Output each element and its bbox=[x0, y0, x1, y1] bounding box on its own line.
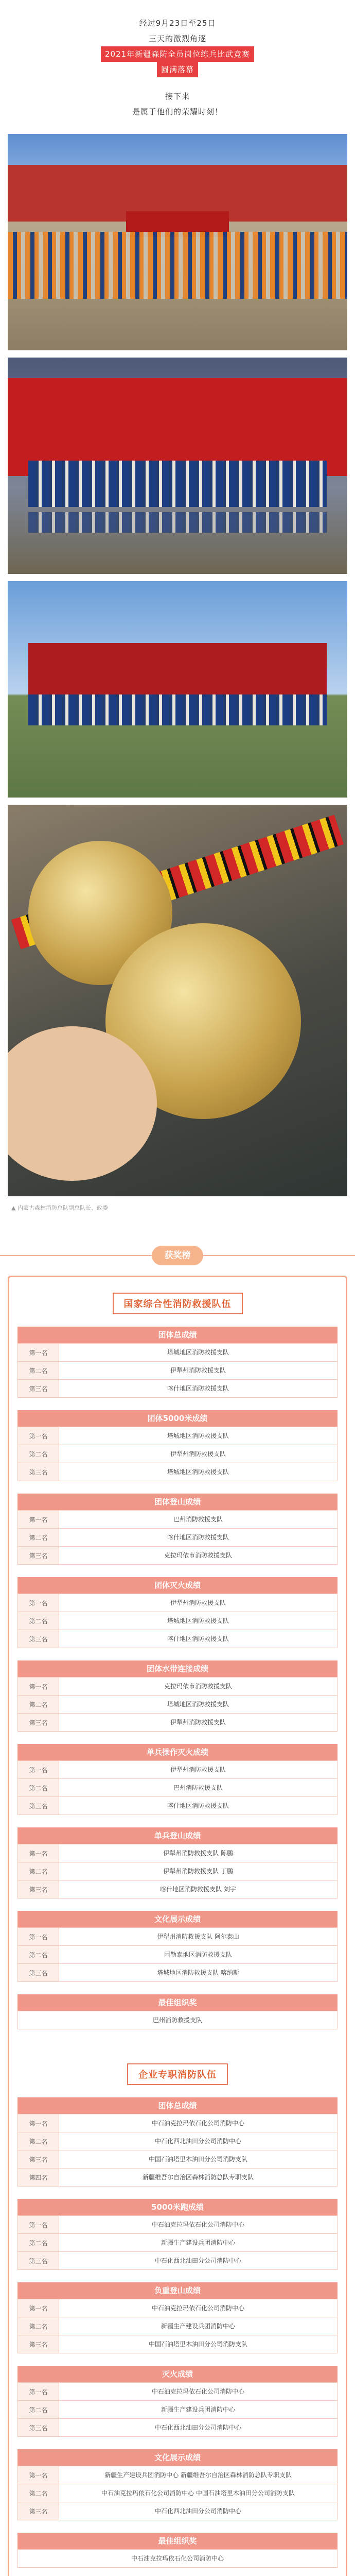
rank-cell: 第三名 bbox=[18, 1714, 59, 1732]
award-table bbox=[17, 2114, 338, 2187]
award-category bbox=[17, 1660, 338, 1732]
winner-cell: 中石化西北油田分公司消防中心 bbox=[59, 2502, 338, 2520]
rank-cell: 第三名 bbox=[18, 1547, 59, 1565]
award-category-title: 最佳组织奖 bbox=[17, 1994, 338, 2011]
award-category bbox=[17, 2449, 338, 2520]
table-row bbox=[18, 1797, 338, 1815]
awards-header-tag: 获奖榜 bbox=[152, 1246, 203, 1265]
rank-cell: 第二名 bbox=[18, 1779, 59, 1797]
rank-cell: 第三名 bbox=[18, 2252, 59, 2270]
winner-cell: 喀什地区消防救援支队 bbox=[59, 1529, 338, 1547]
rank-cell: 第一名 bbox=[18, 1344, 59, 1362]
table-row bbox=[18, 2011, 338, 2029]
rank-cell: 第二名 bbox=[18, 2132, 59, 2150]
photo-assembly bbox=[8, 134, 347, 350]
table-row bbox=[18, 2132, 338, 2150]
table-row bbox=[18, 1547, 338, 1565]
winner-cell: 塔城地区消防救援支队 bbox=[59, 1344, 338, 1362]
intro-text bbox=[0, 0, 355, 120]
award-winners-row bbox=[28, 461, 327, 507]
table-row bbox=[18, 1964, 338, 1982]
winner-cell: 中石油克拉玛依石化公司消防中心 bbox=[59, 2114, 338, 2132]
award-category bbox=[17, 2097, 338, 2187]
rank-cell: 第一名 bbox=[18, 1844, 59, 1862]
table-row bbox=[18, 2484, 338, 2502]
section-national bbox=[9, 1327, 346, 2029]
table-row bbox=[18, 1946, 338, 1964]
photo-stage-outdoor bbox=[8, 581, 347, 798]
rank-cell: 第三名 bbox=[18, 2502, 59, 2520]
award-category-title: 最佳组织奖 bbox=[17, 2533, 338, 2549]
winner-cell: 伊犁州消防救援支队 丁鹏 bbox=[59, 1862, 338, 1880]
awards-frame bbox=[8, 1276, 347, 2576]
photo-medals bbox=[8, 805, 347, 1196]
table-row bbox=[18, 2335, 338, 2353]
rank-cell: 第三名 bbox=[18, 1463, 59, 1481]
rank-cell: 第一名 bbox=[18, 1761, 59, 1779]
winner-cell: 中石化西北油田分公司消防中心 bbox=[59, 2419, 338, 2437]
award-category-title: 单兵登山成绩 bbox=[17, 1827, 338, 1844]
winner-cell: 克拉玛依市消防救援支队 bbox=[59, 1677, 338, 1696]
intro-line-1: 经过9月23日至25日 bbox=[139, 19, 216, 28]
rank-cell: 第三名 bbox=[18, 2335, 59, 2353]
table-row bbox=[18, 2466, 338, 2484]
winner-cell: 喀什地区消防救援支队 bbox=[59, 1630, 338, 1648]
award-category-title: 单兵操作灭火成绩 bbox=[17, 1744, 338, 1760]
rank-cell: 第一名 bbox=[18, 2466, 59, 2484]
winner-cell: 塔城地区消防救援支队 bbox=[59, 1696, 338, 1714]
table-row bbox=[18, 1427, 338, 1445]
table-row bbox=[18, 1463, 338, 1481]
award-table bbox=[17, 1427, 338, 1481]
award-table bbox=[17, 2549, 338, 2568]
winner-cell: 伊犁州消防救援支队 阿尔泰山 bbox=[59, 1928, 338, 1946]
winner-cell: 中石化西北油田分公司消防中心 bbox=[59, 2132, 338, 2150]
winner-cell: 新疆维吾尔自治区森林消防总队专职支队 bbox=[59, 2168, 338, 2187]
award-category-title: 团体登山成绩 bbox=[17, 1494, 338, 1510]
award-table bbox=[17, 1760, 338, 1815]
winner-cell: 伊犁州消防救援支队 bbox=[59, 1761, 338, 1779]
award-category bbox=[17, 2199, 338, 2270]
award-table bbox=[17, 1510, 338, 1565]
rank-cell: 第二名 bbox=[18, 2234, 59, 2252]
award-category bbox=[17, 2366, 338, 2437]
winner-cell: 喀什地区消防救援支队 刘宇 bbox=[59, 1880, 338, 1899]
winner-cell: 中石油克拉玛依石化公司消防中心 bbox=[59, 2299, 338, 2317]
award-category bbox=[17, 2282, 338, 2353]
table-row bbox=[18, 1380, 338, 1398]
winner-cell: 伊犁州消防救援支队 bbox=[59, 1594, 338, 1612]
table-row bbox=[18, 2114, 338, 2132]
winner-cell: 巴州消防救援支队 bbox=[59, 1511, 338, 1529]
table-row bbox=[18, 1696, 338, 1714]
rank-cell: 第三名 bbox=[18, 1380, 59, 1398]
rank-cell: 第二名 bbox=[18, 1612, 59, 1630]
award-table bbox=[17, 1343, 338, 1398]
winner-cell: 伊犁州消防救援支队 bbox=[59, 1445, 338, 1463]
award-category bbox=[17, 1911, 338, 1982]
award-table bbox=[17, 2299, 338, 2353]
table-row bbox=[18, 1677, 338, 1696]
table-row bbox=[18, 2252, 338, 2270]
rank-cell: 第一名 bbox=[18, 1928, 59, 1946]
award-table bbox=[17, 1677, 338, 1732]
intro-highlight-title: 2021年新疆森防全员岗位练兵比武竞赛 bbox=[101, 46, 254, 62]
outdoor-group-row bbox=[28, 694, 327, 725]
rank-cell: 第一名 bbox=[18, 2216, 59, 2234]
table-row bbox=[18, 1714, 338, 1732]
rank-cell: 第二名 bbox=[18, 1862, 59, 1880]
table-row bbox=[18, 1529, 338, 1547]
rank-cell: 第四名 bbox=[18, 2168, 59, 2187]
winner-cell: 伊犁州消防救援支队 bbox=[59, 1714, 338, 1732]
winner-cell: 克拉玛依市消防救援支队 bbox=[59, 1547, 338, 1565]
table-row bbox=[18, 2401, 338, 2419]
winner-cell: 新疆生产建设兵团消防中心 bbox=[59, 2234, 338, 2252]
table-row bbox=[18, 2383, 338, 2401]
award-category-title: 文化展示成绩 bbox=[17, 1911, 338, 1927]
award-category-title: 灭火成绩 bbox=[17, 2366, 338, 2382]
table-row bbox=[18, 1761, 338, 1779]
table-row bbox=[18, 2550, 338, 2568]
crowd bbox=[8, 232, 347, 299]
award-category-title: 5000米跑成绩 bbox=[17, 2199, 338, 2215]
photo-caption: ▲ 内蒙古森林消防总队副总队长、政委 bbox=[11, 1205, 108, 1211]
rank-cell: 第二名 bbox=[18, 1946, 59, 1964]
table-row bbox=[18, 2216, 338, 2234]
award-table bbox=[17, 2215, 338, 2270]
rank-cell: 第三名 bbox=[18, 1797, 59, 1815]
intro-line-6: 是属于他们的荣耀时刻！ bbox=[132, 107, 223, 116]
section-enterprise-title: 企业专职消防队伍 bbox=[9, 2063, 346, 2085]
table-row bbox=[18, 2299, 338, 2317]
rank-cell: 第三名 bbox=[18, 1630, 59, 1648]
photo-award-ceremony bbox=[8, 358, 347, 574]
table-row bbox=[18, 2502, 338, 2520]
intro-line-2: 三天的激烈角逐 bbox=[148, 34, 206, 43]
rank-cell: 第二名 bbox=[18, 2484, 59, 2502]
table-row bbox=[18, 2234, 338, 2252]
award-category bbox=[17, 1744, 338, 1815]
table-row bbox=[18, 1880, 338, 1899]
outdoor-stage-banner bbox=[28, 643, 327, 694]
award-table bbox=[17, 2382, 338, 2437]
winner-cell: 伊犁州消防救援支队 bbox=[59, 1362, 338, 1380]
winner-cell: 喀什地区消防救援支队 bbox=[59, 1380, 338, 1398]
table-row bbox=[18, 2419, 338, 2437]
audience-row bbox=[28, 512, 327, 533]
section-enterprise bbox=[9, 2097, 346, 2568]
rank-cell: 第三名 bbox=[18, 1880, 59, 1899]
table-row bbox=[18, 1612, 338, 1630]
winner-cell: 新疆生产建设兵团消防中心 bbox=[59, 2317, 338, 2335]
rank-cell: 第二名 bbox=[18, 1445, 59, 1463]
winner-cell: 中国石油塔里木油田分公司消防支队 bbox=[59, 2150, 338, 2168]
winner-cell: 中石油克拉玛依石化公司消防中心 bbox=[18, 2550, 338, 2568]
award-category-title: 团体灭火成绩 bbox=[17, 1577, 338, 1594]
table-row bbox=[18, 1362, 338, 1380]
table-row bbox=[18, 1862, 338, 1880]
rank-cell: 第一名 bbox=[18, 2299, 59, 2317]
intro-line-5: 接下来 bbox=[165, 92, 190, 101]
winner-cell: 阿勒泰地区消防救援支队 bbox=[59, 1946, 338, 1964]
award-category bbox=[17, 1827, 338, 1899]
award-category-title: 负重登山成绩 bbox=[17, 2282, 338, 2299]
table-row bbox=[18, 1844, 338, 1862]
table-row bbox=[18, 1779, 338, 1797]
award-table bbox=[17, 2466, 338, 2520]
rank-cell: 第三名 bbox=[18, 2150, 59, 2168]
table-row bbox=[18, 2168, 338, 2187]
table-row bbox=[18, 2150, 338, 2168]
award-category bbox=[17, 1577, 338, 1648]
rank-cell: 第一名 bbox=[18, 2114, 59, 2132]
award-table bbox=[17, 1844, 338, 1899]
rank-cell: 第二名 bbox=[18, 2401, 59, 2419]
winner-cell: 塔城地区消防救援支队 bbox=[59, 1612, 338, 1630]
table-row bbox=[18, 1630, 338, 1648]
winner-cell: 新疆生产建设兵团消防中心 新疆维吾尔自治区森林消防总队专职支队 bbox=[59, 2466, 338, 2484]
winner-cell: 中石油克拉玛依石化公司消防中心 bbox=[59, 2216, 338, 2234]
rank-cell: 第一名 bbox=[18, 1511, 59, 1529]
table-row bbox=[18, 1511, 338, 1529]
table-row bbox=[18, 1445, 338, 1463]
rank-cell: 第二名 bbox=[18, 1529, 59, 1547]
rank-cell: 第三名 bbox=[18, 1964, 59, 1982]
winner-cell: 中石化西北油田分公司消防中心 bbox=[59, 2252, 338, 2270]
award-category bbox=[17, 1494, 338, 1565]
rank-cell: 第一名 bbox=[18, 1594, 59, 1612]
rank-cell: 第二名 bbox=[18, 2317, 59, 2335]
awards-header bbox=[0, 1242, 355, 1269]
award-category-title: 文化展示成绩 bbox=[17, 2449, 338, 2466]
rank-cell: 第三名 bbox=[18, 2419, 59, 2437]
winner-cell: 中石油克拉玛依石化公司消防中心 中国石油塔里木油田分公司消防支队 bbox=[59, 2484, 338, 2502]
rank-cell: 第一名 bbox=[18, 1427, 59, 1445]
winner-cell: 巴州消防救援支队 bbox=[59, 1779, 338, 1797]
winner-cell: 伊犁州消防救援支队 陈鹏 bbox=[59, 1844, 338, 1862]
award-table bbox=[17, 1594, 338, 1648]
award-category bbox=[17, 1410, 338, 1481]
award-category bbox=[17, 2533, 338, 2568]
table-row bbox=[18, 1594, 338, 1612]
winner-cell: 喀什地区消防救援支队 bbox=[59, 1797, 338, 1815]
award-table bbox=[17, 2011, 338, 2029]
winner-cell: 中国石油塔里木油田分公司消防支队 bbox=[59, 2335, 338, 2353]
winner-cell: 新疆生产建设兵团消防中心 bbox=[59, 2401, 338, 2419]
rank-cell: 第二名 bbox=[18, 1362, 59, 1380]
table-row bbox=[18, 1928, 338, 1946]
winner-cell: 塔城地区消防救援支队 bbox=[59, 1427, 338, 1445]
award-category-title: 团体5000米成绩 bbox=[17, 1410, 338, 1427]
award-category bbox=[17, 1994, 338, 2029]
award-category-title: 团体总成绩 bbox=[17, 2097, 338, 2114]
table-row bbox=[18, 1344, 338, 1362]
award-category-title: 团体总成绩 bbox=[17, 1327, 338, 1343]
winner-cell: 塔城地区消防救援支队 bbox=[59, 1463, 338, 1481]
section-national-title: 国家综合性消防救援队伍 bbox=[9, 1293, 346, 1314]
winner-cell: 塔城地区消防救援支队 喀纳斯 bbox=[59, 1964, 338, 1982]
rank-cell: 第一名 bbox=[18, 2383, 59, 2401]
intro-highlight-end: 圆满落幕 bbox=[157, 62, 198, 77]
rank-cell: 第二名 bbox=[18, 1696, 59, 1714]
rank-cell: 第一名 bbox=[18, 1677, 59, 1696]
award-category-title: 团体水带连接成绩 bbox=[17, 1660, 338, 1677]
award-category bbox=[17, 1327, 338, 1398]
award-table bbox=[17, 1927, 338, 1982]
winner-cell: 巴州消防救援支队 bbox=[18, 2011, 338, 2029]
winner-cell: 中石油克拉玛依石化公司消防中心 bbox=[59, 2383, 338, 2401]
table-row bbox=[18, 2317, 338, 2335]
